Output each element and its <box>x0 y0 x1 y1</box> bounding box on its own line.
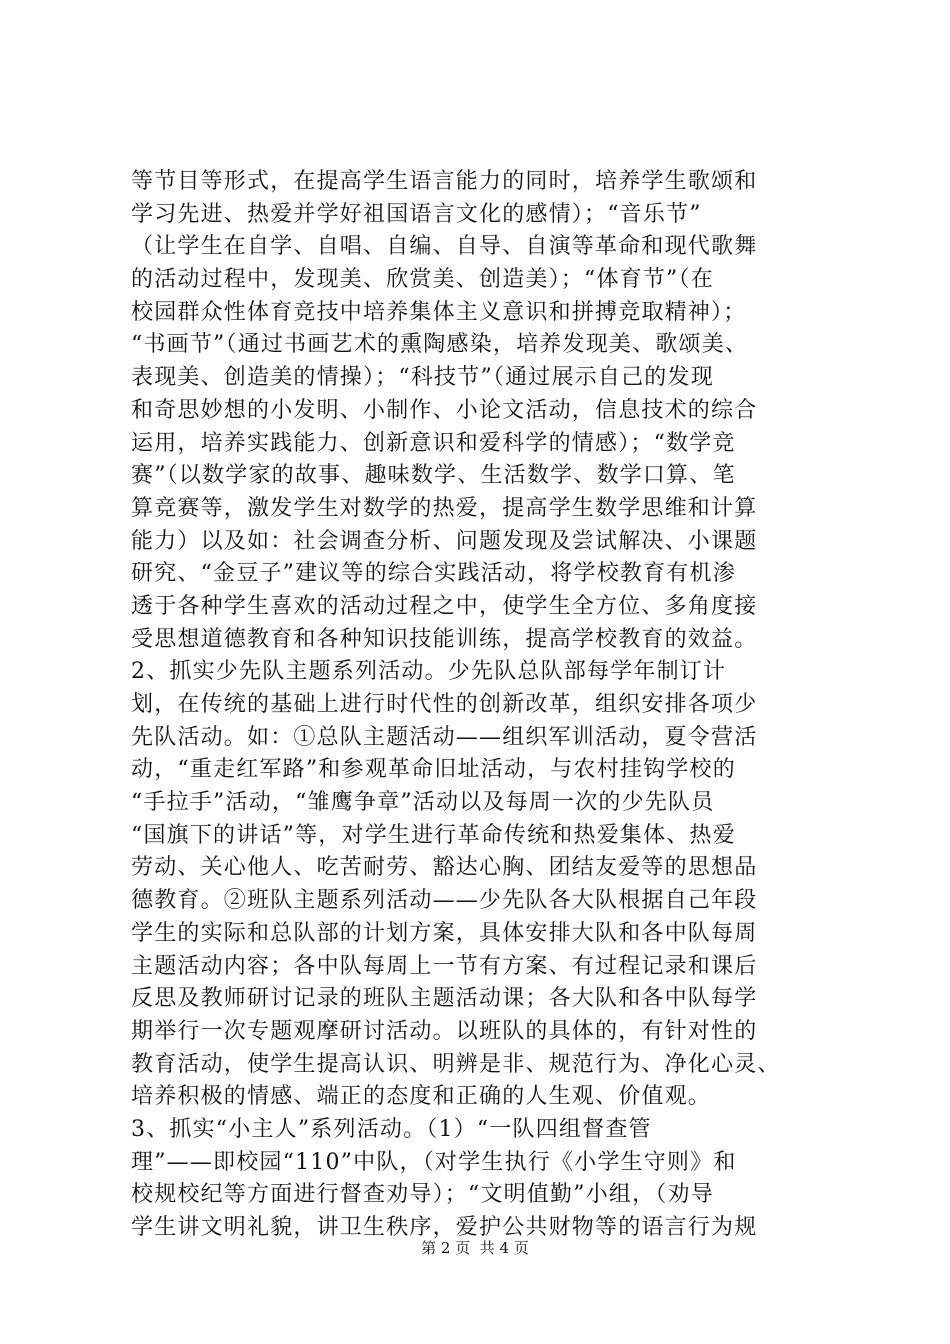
text-line: 和奇思妙想的小发明、小制作、小论文活动，信息技术的综合 <box>131 397 758 423</box>
text-line: 算竞赛等，激发学生对数学的热爱，提高学生数学思维和计算 <box>131 495 758 521</box>
text-line: （让学生在自学、自唱、自编、自导、自演等革命和现代歌舞 <box>131 234 758 260</box>
text-line: 动，“重走红军路”和参观革命旧址活动，与农村挂钩学校的 <box>131 757 736 783</box>
text-line: “国旗下的讲话”等，对学生进行革命传统和热爱集体、热爱 <box>131 822 736 848</box>
text-line: 学生的实际和总队部的计划方案，具体安排大队和各中队每周 <box>131 920 758 946</box>
text-line: “书画节”（通过书画艺术的熏陶感染，培养发现美、歌颂美、 <box>131 332 749 358</box>
text-line: 反思及教师研讨记录的班队主题活动课；各大队和各中队每学 <box>131 986 758 1012</box>
text-line: 学习先进、热爱并学好祖国语言文化的感情）；“音乐节” <box>131 201 702 227</box>
text-line: 透于各种学生喜欢的活动过程之中，使学生全方位、多角度接 <box>131 593 758 619</box>
text-line: 培养积极的情感、端正的态度和正确的人生观、价值观。 <box>131 1084 712 1110</box>
text-line: 期举行一次专题观摩研讨活动。以班队的具体的，有针对性的 <box>131 1018 758 1044</box>
text-line: 校园群众性体育竞技中培养集体主义意识和拼搏竞取精神）； <box>131 299 747 325</box>
text-line: 学生讲文明礼貌，讲卫生秩序，爱护公共财物等的语言行为规 <box>131 1215 758 1240</box>
body-text <box>131 166 831 1245</box>
text-line: 教育活动，使学生提高认识、明辨是非、规范行为、净化心灵、 <box>131 1051 781 1077</box>
text-line: 表现美、创造美的情操）；“科技节”（通过展示自己的发现 <box>131 365 714 391</box>
text-line: 德教育。②班队主题系列活动——少先队各大队根据自己年段 <box>131 888 758 914</box>
text-line: 受思想道德教育和各种知识技能训练，提高学校教育的效益。 <box>131 626 758 652</box>
text-line: 赛”（以数学家的故事、趣味数学、生活数学、数学口算、笔 <box>131 463 736 489</box>
text-line: 2、抓实少先队主题系列活动。少先队总队部每学年制订计 <box>131 659 727 685</box>
text-line: 主题活动内容；各中队每周上一节有方案、有过程记录和课后 <box>131 953 758 979</box>
text-line: 劳动、关心他人、吃苦耐劳、豁达心胸、团结友爱等的思想品 <box>131 855 758 881</box>
text-line: 理”——即校园“110”中队，（对学生执行《小学生守则》和 <box>131 1149 737 1175</box>
text-line: 先队活动。如：①总队主题活动——组织军训活动，夏令营活 <box>131 724 758 750</box>
text-line: “手拉手”活动，“雏鹰争章”活动以及每周一次的少先队员 <box>131 790 715 816</box>
text-line: 3、抓实“小主人”系列活动。（1）“一队四组督查管 <box>131 1116 652 1142</box>
text-line: 能力）以及如：社会调查分析、问题发现及尝试解决、小课题 <box>131 528 758 554</box>
text-line: 划，在传统的基础上进行时代性的创新改革，组织安排各项少 <box>131 692 758 717</box>
text-line: 等节目等形式，在提高学生语言能力的同时，培养学生歌颂和 <box>131 169 758 194</box>
page-footer: 第 2 页 共 4 页 <box>421 1239 529 1257</box>
text-line: 校规校纪等方面进行督查劝导）；“文明值勤”小组，（劝导 <box>131 1182 714 1208</box>
text-line: 研究、“金豆子”建议等的综合实践活动，将学校教育有机渗 <box>131 561 736 587</box>
text-line: 的活动过程中，发现美、欣赏美、创造美）；“体育节”（在 <box>131 267 714 293</box>
text-line: 运用，培养实践能力、创新意识和爱科学的情感）；“数学竞 <box>131 430 736 456</box>
